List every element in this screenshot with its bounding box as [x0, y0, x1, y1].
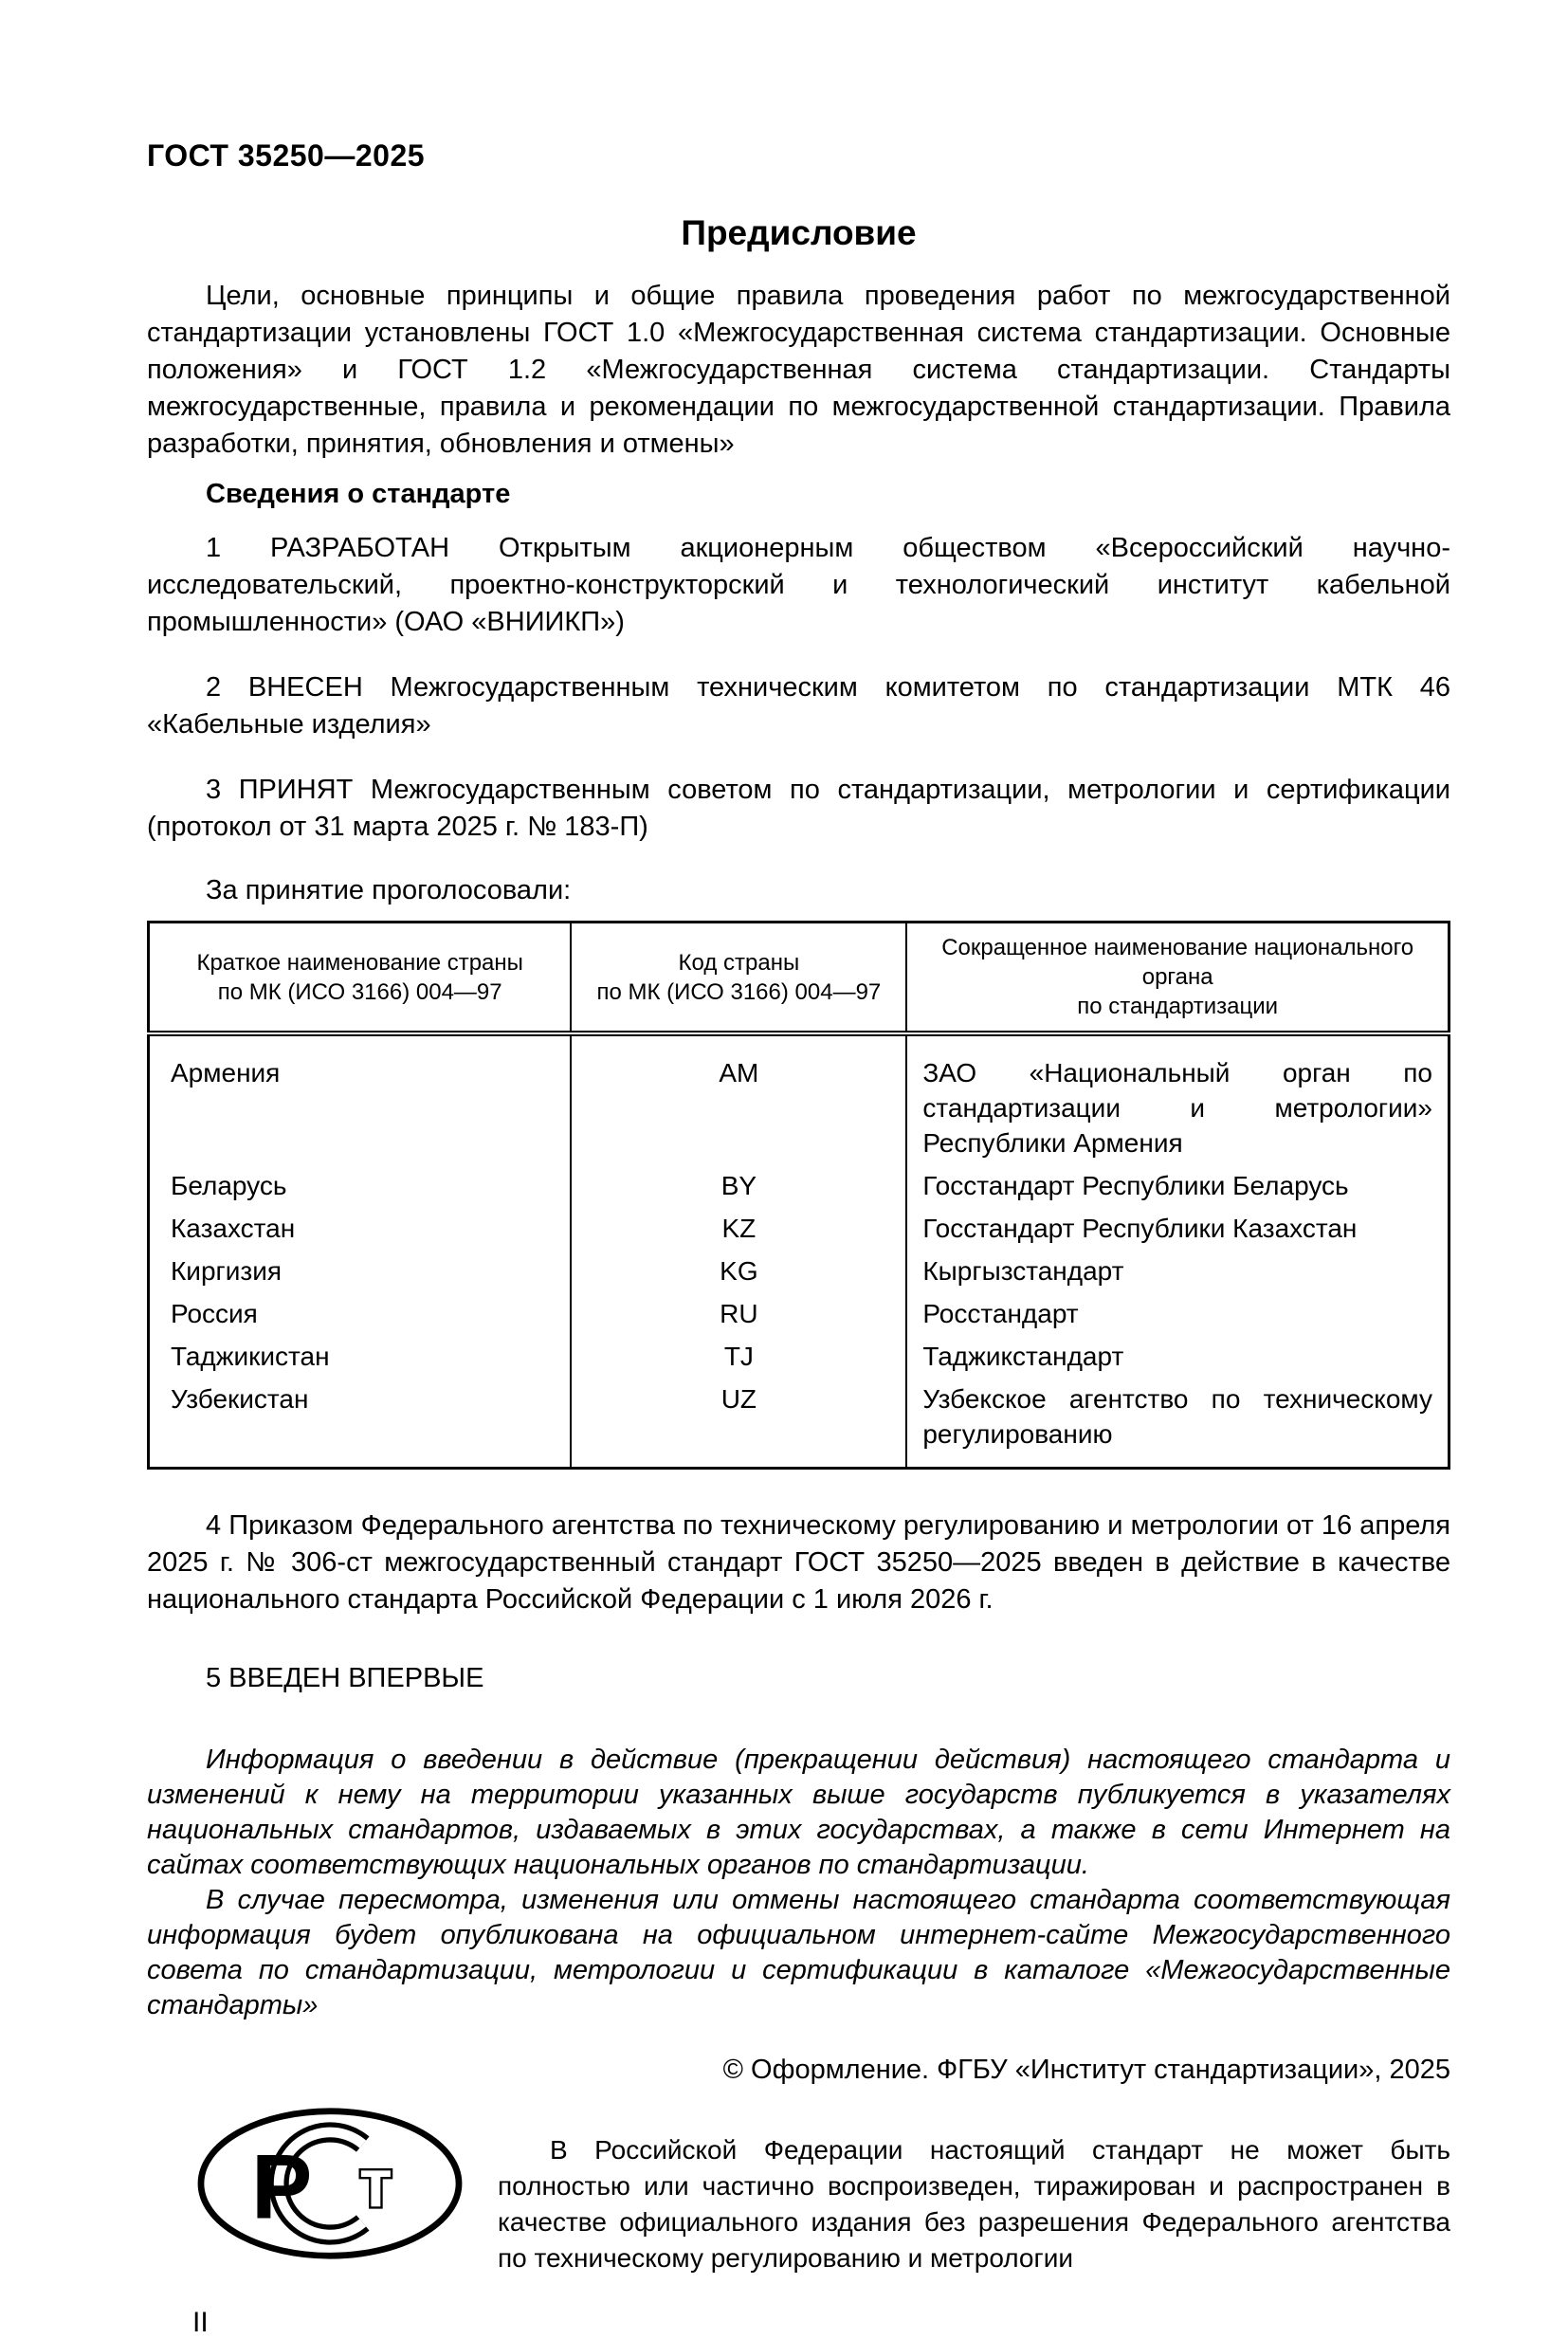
col-country-header	[149, 923, 572, 1034]
org-cell: Госстандарт Республики Казахстан	[906, 1207, 1449, 1250]
intro-paragraph: Цели, основные принципы и общие правила проведения работ по межгосударственной стандартизации установлены ГОСТ 1.0 «Межгосударственная система стандартизации. Основные положения» и ГОСТ 1.2 «Межгосударственная система стандартизации. Стандарты межгосударственные, правила и рекомендации по межгосударственной стандартизации. Правила разработки, принятия, обновления и отмены»	[147, 281, 1450, 459]
country-cell: Узбекистан	[149, 1378, 572, 1469]
col-country-header-line1: Краткое наименование страны	[196, 949, 523, 976]
org-cell: Росстандарт	[906, 1292, 1449, 1335]
logo-letter-p: Р	[251, 2136, 313, 2238]
standard-info-item-1: 1 РАЗРАБОТАН Открытым акционерным обществом «Всероссийский научно-исследовательский, проектно-конструкторский и технологический институт кабельной промышленности» (ОАО «ВНИИКП»)	[147, 533, 1450, 637]
col-org-header-line1: Сокращенное наименование национального органа	[941, 935, 1414, 990]
rst-logo-icon	[192, 2106, 467, 2266]
code-cell: UZ	[571, 1378, 906, 1469]
country-cell: Россия	[149, 1292, 572, 1335]
country-cell: Казахстан	[149, 1207, 572, 1250]
code-cell: KG	[571, 1250, 906, 1292]
code-cell: BY	[571, 1164, 906, 1207]
table-row	[149, 1378, 1449, 1469]
table-row	[149, 1033, 1449, 1164]
col-org-header	[906, 923, 1449, 1034]
code-cell: RU	[571, 1292, 906, 1335]
note-paragraph: Информация о введении в действие (прекращении действия) настоящего стандарта и изменений к нему на территории указанных выше государств публикуется в указателях национальных стандартов, издаваемых в этих государствах, а также в сети Интернет на сайтах соответствующих национальных органов по стандартизации.	[147, 1745, 1450, 1880]
voting-table	[147, 921, 1450, 1470]
org-cell: Таджикстандарт	[906, 1335, 1449, 1378]
doc-number: ГОСТ 35250—2025	[147, 138, 426, 173]
standard-info-item-2: 2 ВНЕСЕН Межгосударственным техническим комитетом по стандартизации МТК 46 «Кабельные изделия»	[147, 672, 1450, 740]
col-org-header-line2: по стандартизации	[1077, 994, 1279, 1019]
code-cell: AM	[571, 1033, 906, 1164]
page-title: Предисловие	[681, 213, 917, 252]
org-cell: Кыргызстандарт	[906, 1250, 1449, 1292]
table-row	[149, 1335, 1449, 1378]
standard-info-item-3: 3 ПРИНЯТ Межгосударственным советом по стандартизации, метрологии и сертификации (протокол от 31 марта 2025 г. № 183-П)	[147, 775, 1450, 842]
table-row	[149, 1164, 1449, 1207]
logo-letter-t: т	[358, 2146, 392, 2222]
country-cell: Беларусь	[149, 1164, 572, 1207]
voting-table-header	[149, 923, 1449, 1034]
footer-row	[147, 2106, 1450, 2303]
voting-table-body	[149, 1033, 1449, 1469]
copyright-line: © Оформление. ФГБУ «Институт стандартизации», 2025	[722, 2055, 1450, 2085]
org-cell: Узбекское агентство по техническому регулированию	[906, 1378, 1449, 1469]
table-row	[149, 1292, 1449, 1335]
org-cell: Госстандарт Республики Беларусь	[906, 1164, 1449, 1207]
order-paragraph: 4 Приказом Федерального агентства по техническому регулированию и метрологии от 16 апреля 2025 г. № 306-ст межгосударственный стандарт ГОСТ 35250—2025 введен в действие в качестве национального стандарта Российской Федерации с 1 июля 2026 г.	[147, 1510, 1450, 1615]
reproduction-restriction: В Российской Федерации настоящий стандарт не может быть полностью или частично воспроизведен, тиражирован и распространен в качестве официального издания без разрешения Федерального агентства по техническому регулированию и метрологии	[498, 2135, 1450, 2273]
notes-block	[147, 1743, 1450, 2023]
country-cell: Киргизия	[149, 1250, 572, 1292]
table-row	[149, 1207, 1449, 1250]
code-cell: KZ	[571, 1207, 906, 1250]
col-code-header-line2: по МК (ИСО 3166) 004—97	[596, 978, 882, 1005]
col-code-header-line1: Код страны	[678, 949, 800, 976]
standard-info-heading: Сведения о стандарте	[206, 479, 511, 509]
page-number: II	[192, 2307, 209, 2338]
col-code-header	[571, 923, 906, 1034]
document-sheet	[147, 138, 1450, 2339]
first-introduced: 5 ВВЕДЕН ВПЕРВЫЕ	[206, 1663, 484, 1693]
vote-lead: За принятие проголосовали:	[206, 875, 572, 905]
table-row	[149, 1250, 1449, 1292]
org-cell: ЗАО «Национальный орган по стандартизации и метрологии» Республики Армения	[906, 1033, 1449, 1164]
col-country-header-line2: по МК (ИСО 3166) 004—97	[217, 978, 502, 1005]
code-cell: TJ	[571, 1335, 906, 1378]
country-cell: Таджикистан	[149, 1335, 572, 1378]
country-cell: Армения	[149, 1033, 572, 1164]
note-paragraph: В случае пересмотра, изменения или отмены настоящего стандарта соответствующая информация будет опубликована на официальном интернет-сайте Межгосударственного совета по стандартизации, метрологии и сертификации в каталоге «Межгосударственные стандарты»	[147, 1885, 1450, 2020]
